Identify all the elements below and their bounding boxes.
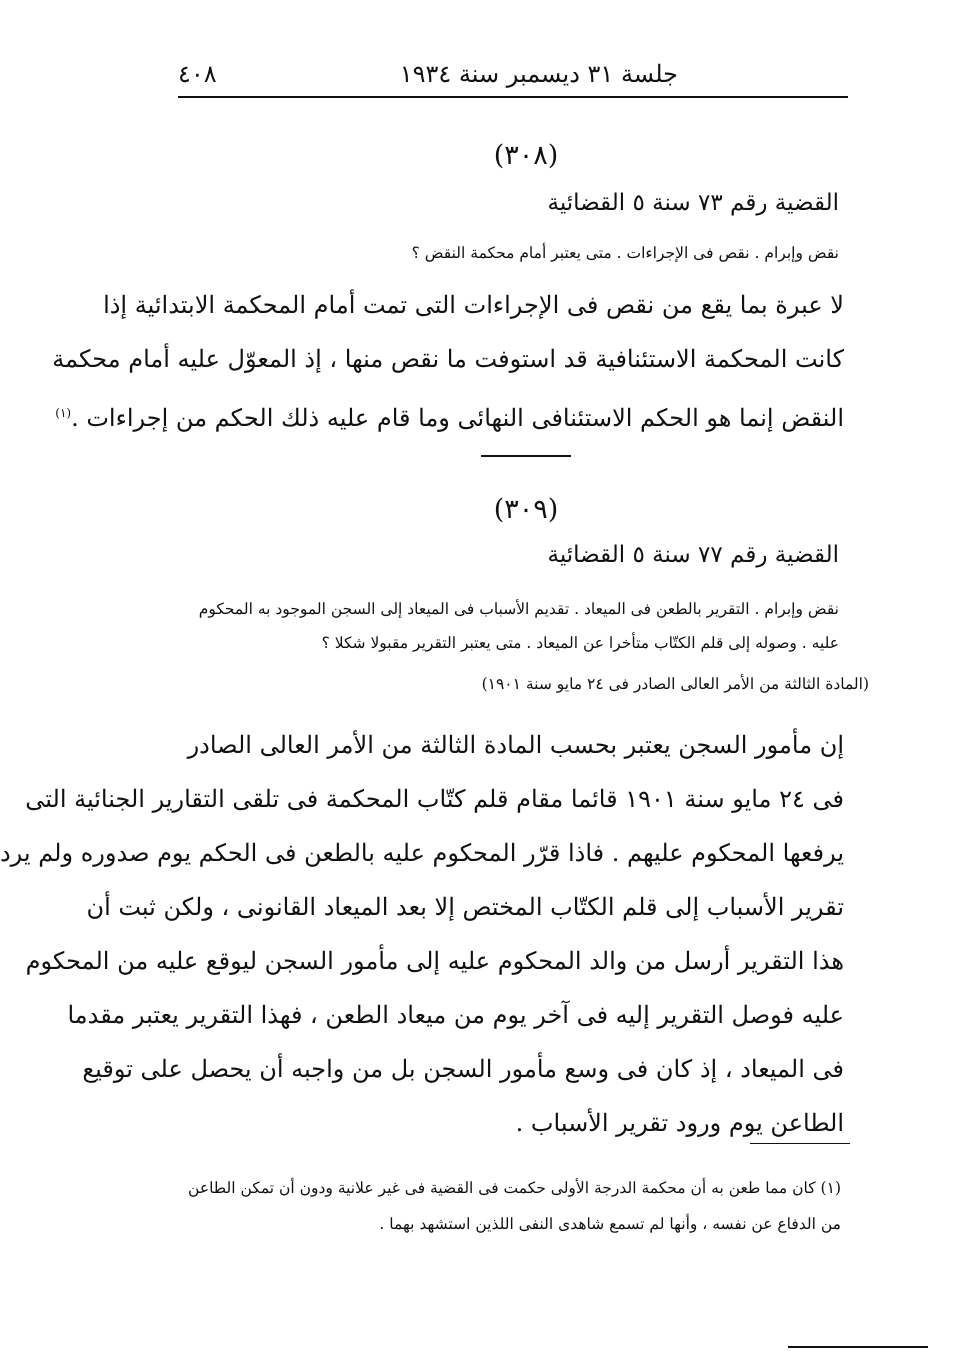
legal-reference: (المادة الثالثة من الأمر العالى الصادر فى ٢٤ مايو سنة ١٩٠١) [481,675,869,693]
case-body-309 [0,718,844,1150]
body-line [55,386,844,445]
running-header [178,52,848,98]
footnote-divider [750,1143,850,1144]
case-body-308 [52,278,844,445]
page-number: ٤٠٨ [178,60,217,88]
keywords-line: عليه . وصوله إلى قلم الكتّاب متأخرا عن الميعاد . متى يعتبر التقرير مقبولا شكلا ؟ [321,634,839,652]
footnote-line: (١) كان مما طعن به أن محكمة الدرجة الأولى حكمت فى القضية فى غير علانية ودون أن تمكن الطاعن [188,1179,841,1197]
case-title-308: القضية رقم ٧٣ سنة ٥ القضائية [547,190,839,216]
case-keywords-308: نقض وإبرام . نقص فى الإجراءات . متى يعتبر أمام محكمة النقض ؟ [411,244,839,262]
case-number-308: (٣٠٨) [493,140,559,171]
body-line: فى الميعاد ، إذ كان فى وسع مأمور السجن بل من واجبه أن يحصل على توقيع [82,1055,844,1083]
body-line: هذا التقرير أرسل من والد المحكوم عليه إلى مأمور السجن ليوقع عليه من المحكوم [25,947,844,975]
bottom-rule [788,1346,928,1348]
body-line: الطاعن يوم ورود تقرير الأسباب . [515,1109,844,1137]
body-line: لا عبرة بما يقع من نقص فى الإجراءات التى تمت أمام المحكمة الابتدائية إذا [103,291,844,319]
body-line-text: النقض إنما هو الحكم الاستئنافى النهائى وما قام عليه ذلك الحكم من إجراءات . [71,404,844,432]
footnote-marker: (١) [55,406,72,420]
case-title-309: القضية رقم ٧٧ سنة ٥ القضائية [547,542,839,568]
section-divider [481,455,571,457]
keywords-line: نقض وإبرام . التقرير بالطعن فى الميعاد . تقديم الأسباب فى الميعاد إلى السجن الموجود به المحكوم [198,600,839,618]
footnote [183,1170,841,1242]
footnote-line: من الدفاع عن نفسه ، وأنها لم تسمع شاهدى النفى اللذين استشهد بهما . [379,1215,841,1233]
body-line: عليه فوصل التقرير إليه فى آخر يوم من ميعاد الطعن ، فهذا التقرير يعتبر مقدما [67,1001,844,1029]
body-line: فى ٢٤ مايو سنة ١٩٠١ قائما مقام قلم كتّاب المحكمة فى تلقى التقارير الجنائية التى [25,785,844,813]
body-line: إن مأمور السجن يعتبر بحسب المادة الثالثة من الأمر العالى الصادر [187,731,844,759]
body-line: كانت المحكمة الاستئنافية قد استوفت ما نقص منها ، إذ المعوّل عليه أمام محكمة [52,345,844,373]
case-number-309: (٣٠٩) [493,494,559,525]
body-line: تقرير الأسباب إلى قلم الكتّاب المختص إلا بعد الميعاد القانونى ، ولكن ثبت أن [86,893,844,921]
body-line: يرفعها المحكوم عليهم . فاذا قرّر المحكوم عليه بالطعن فى الحكم يوم صدوره ولم يرد [0,839,844,867]
header-title: جلسة ٣١ ديسمبر سنة ١٩٣٤ [399,60,678,88]
case-keywords-309 [183,592,839,660]
